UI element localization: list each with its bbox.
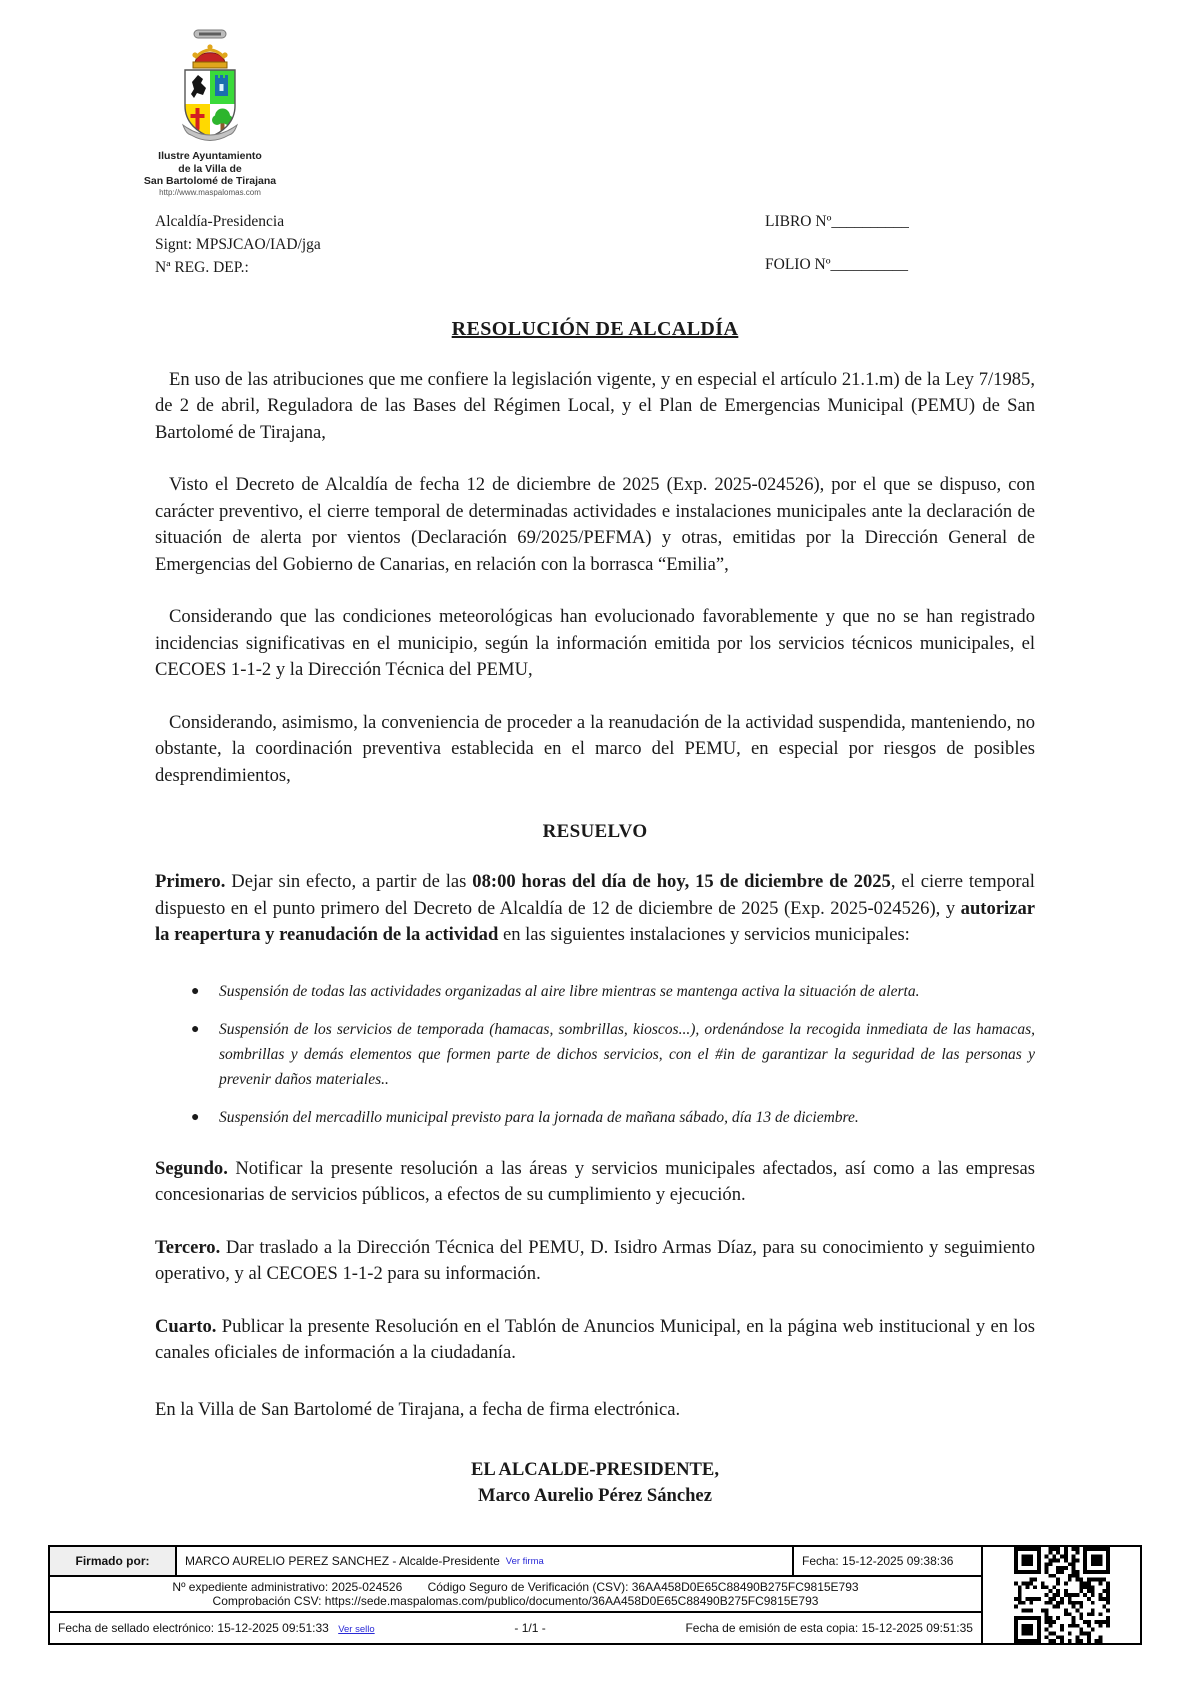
page-title: RESOLUCIÓN DE ALCALDÍA <box>451 317 739 340</box>
paragraph-considerando-1: Considerando que las condiciones meteorológicas han evolucionado favorablemente y que no se han registrado incidencias significativas en el municipio, según la información emitida por los servicios técnicos municipales, el CECOES 1-1-2 y la Dirección Técnica del PEMU, <box>155 606 1035 680</box>
qr-cell <box>983 1547 1140 1643</box>
signature-date: Fecha: 15-12-2025 09:38:36 <box>792 1547 981 1575</box>
list-item <box>191 979 1035 1004</box>
primero-run3: en las siguientes instalaciones y servicios municipales: <box>498 924 910 945</box>
primero-run2: , el cierre temporal dispuesto en el punto primero del Decreto de Alcaldía de 12 de diciembre de 2025 (Exp. 2025-024526), y <box>155 871 1035 919</box>
signature-name: Marco Aurelio Pérez Sánchez <box>478 1485 712 1506</box>
emission-date: Fecha de emisión de esta copia: 15-12-2025 09:51:35 <box>685 1621 973 1635</box>
cuarto-text: Publicar la presente Resolución en el Tablón de Anuncios Municipal, en la página web institucional y en los canales oficiales de información a la ciudadanía. <box>155 1315 1035 1363</box>
ver-firma-link[interactable]: Ver firma <box>505 1555 544 1567</box>
segundo-lead: Segundo. <box>155 1157 228 1179</box>
primero-bold1: 08:00 horas del día de hoy, 15 de diciembre de 2025 <box>472 871 891 892</box>
bullet-icon: ● <box>191 1021 200 1037</box>
bullet-text-1: Suspensión de todas las actividades organizadas al aire libre mientras se mantenga activa la situación de alerta. <box>219 982 920 1000</box>
org-name-line3: San Bartolomé de Tirajana <box>143 175 277 187</box>
sellado-date: Fecha de sellado electrónico: 15-12-2025 09:51:33 <box>58 1621 329 1635</box>
bullet-list <box>155 979 1035 1130</box>
firmado-por-label: Firmado por: <box>50 1547 177 1575</box>
org-url: http://www.maspalomas.com <box>159 187 261 197</box>
bullet-icon: ● <box>191 1109 200 1125</box>
list-item <box>191 1017 1035 1092</box>
segundo-text: Notificar la presente resolución a las áreas y servicios municipales afectados, así como a las empresas concesionarias de servicios públicos, a efectos de su cumplimiento y ejecución. <box>155 1157 1035 1205</box>
bullet-text-2: Suspensión de los servicios de temporada (hamacas, sombrillas, kioscos...), ordenándose la recogida inmediata de las hamacas, sombrillas y demás elementos que formen parte de dichos servicios, con el #in de garantizar la seguridad de las personas y prevenir daños materiales.. <box>219 1020 1035 1088</box>
bullet-text-3: Suspensión del mercadillo municipal previsto para la jornada de mañana sábado, día 13 de diciembre. <box>219 1108 859 1126</box>
meta-signt: Signt: MPSJCAO/IAD/jga <box>155 235 321 253</box>
primero-bold2: autorizar la reapertura y reanudación de la actividad <box>155 897 1035 945</box>
signature-verification-table <box>48 1545 1142 1645</box>
paragraph-visto: Visto el Decreto de Alcaldía de fecha 12 de diciembre de 2025 (Exp. 2025-024526), por el que se dispuso, con carácter preventivo, el cierre temporal de determinadas actividades e instalaciones municipales ante la declaración de situación de alerta por vientos (Declaración 69/2025/PEFMA) y otras, emitidas por la Dirección General de Emergencias del Gobierno de Canarias, en relación con la borrasca “Emilia”, <box>155 474 1035 575</box>
expediente-number: Nº expediente administrativo: 2025-024526 <box>172 1579 403 1594</box>
cuarto-lead: Cuarto. <box>155 1315 217 1337</box>
meta-reg: Nª REG. DEP.: <box>155 258 249 276</box>
paragraph-atribuciones: En uso de las atribuciones que me confiere la legislación vigente, y en especial el artículo 21.1.m) de la Ley 7/1985, de 2 de abril, Reguladora de las Bases del Régimen Local, y el Plan de Emergencias Municipal (PEMU) de San Bartolomé de Tirajana, <box>155 368 1035 443</box>
tercero-lead: Tercero. <box>155 1236 221 1258</box>
table-row <box>50 1577 981 1613</box>
document-meta <box>155 210 1035 280</box>
folio-field: FOLIO Nº__________ <box>765 255 909 273</box>
paragraph-considerando-2: Considerando, asimismo, la conveniencia de proceder a la reanudación de la actividad suspendida, manteniendo, no obstante, la coordinación preventiva establecida en el marco del PEMU, en especial por riesgos de posibles desprendimientos, <box>155 711 1035 786</box>
primero-run1: Dejar sin efecto, a partir de las <box>225 871 473 892</box>
libro-field: LIBRO Nº__________ <box>765 212 909 230</box>
ver-sello-link[interactable]: Ver sello <box>338 1624 375 1635</box>
document-content <box>143 0 1035 1509</box>
table-row <box>50 1613 981 1643</box>
footer-left-section <box>50 1547 983 1643</box>
primero-lead: Primero. <box>155 871 226 892</box>
sellado-cell <box>58 1621 375 1635</box>
signature-role: EL ALCALDE-PRESIDENTE, <box>471 1459 719 1480</box>
bullet-icon: ● <box>191 983 200 999</box>
signer-name: MARCO AURELIO PEREZ SANCHEZ - Alcalde-Presidente <box>185 1554 500 1568</box>
expediente-csv-line <box>50 1580 981 1594</box>
page-number: - 1/1 - <box>514 1621 546 1635</box>
comprobacion-csv-line: Comprobación CSV: https://sede.maspalomas.com/publico/documento/36AA458D0E65C88490B275FC9815E793 <box>212 1594 819 1609</box>
meta-right <box>765 210 909 276</box>
list-item <box>191 1105 1035 1130</box>
paragraph-primero <box>155 869 1035 949</box>
paragraph-segundo <box>155 1156 1035 1209</box>
signer-cell <box>177 1547 792 1575</box>
coat-of-arms-icon <box>170 28 250 150</box>
org-name-line1: Ilustre Ayuntamiento <box>158 150 262 162</box>
tercero-text: Dar traslado a la Dirección Técnica del PEMU, D. Isidro Armas Díaz, para su conocimiento y seguimiento operativo, y al CECOES 1-1-2 para su información. <box>155 1236 1035 1284</box>
qr-code <box>1014 1547 1110 1643</box>
org-name-line2: de la Villa de <box>178 162 242 175</box>
paragraph-cuarto <box>155 1314 1035 1367</box>
municipal-logo <box>141 28 279 198</box>
signature-block <box>155 1457 1035 1509</box>
meta-dept: Alcaldía-Presidencia <box>155 212 285 230</box>
place-and-date-line: En la Villa de San Bartolomé de Tirajana, a fecha de firma electrónica. <box>155 1398 681 1420</box>
csv-code: Código Seguro de Verificación (CSV): 36AA458D0E65C88490B275FC9815E793 <box>427 1579 859 1594</box>
paragraph-tercero <box>155 1235 1035 1288</box>
resuelvo-heading: RESUELVO <box>542 821 648 842</box>
table-row <box>50 1547 981 1577</box>
